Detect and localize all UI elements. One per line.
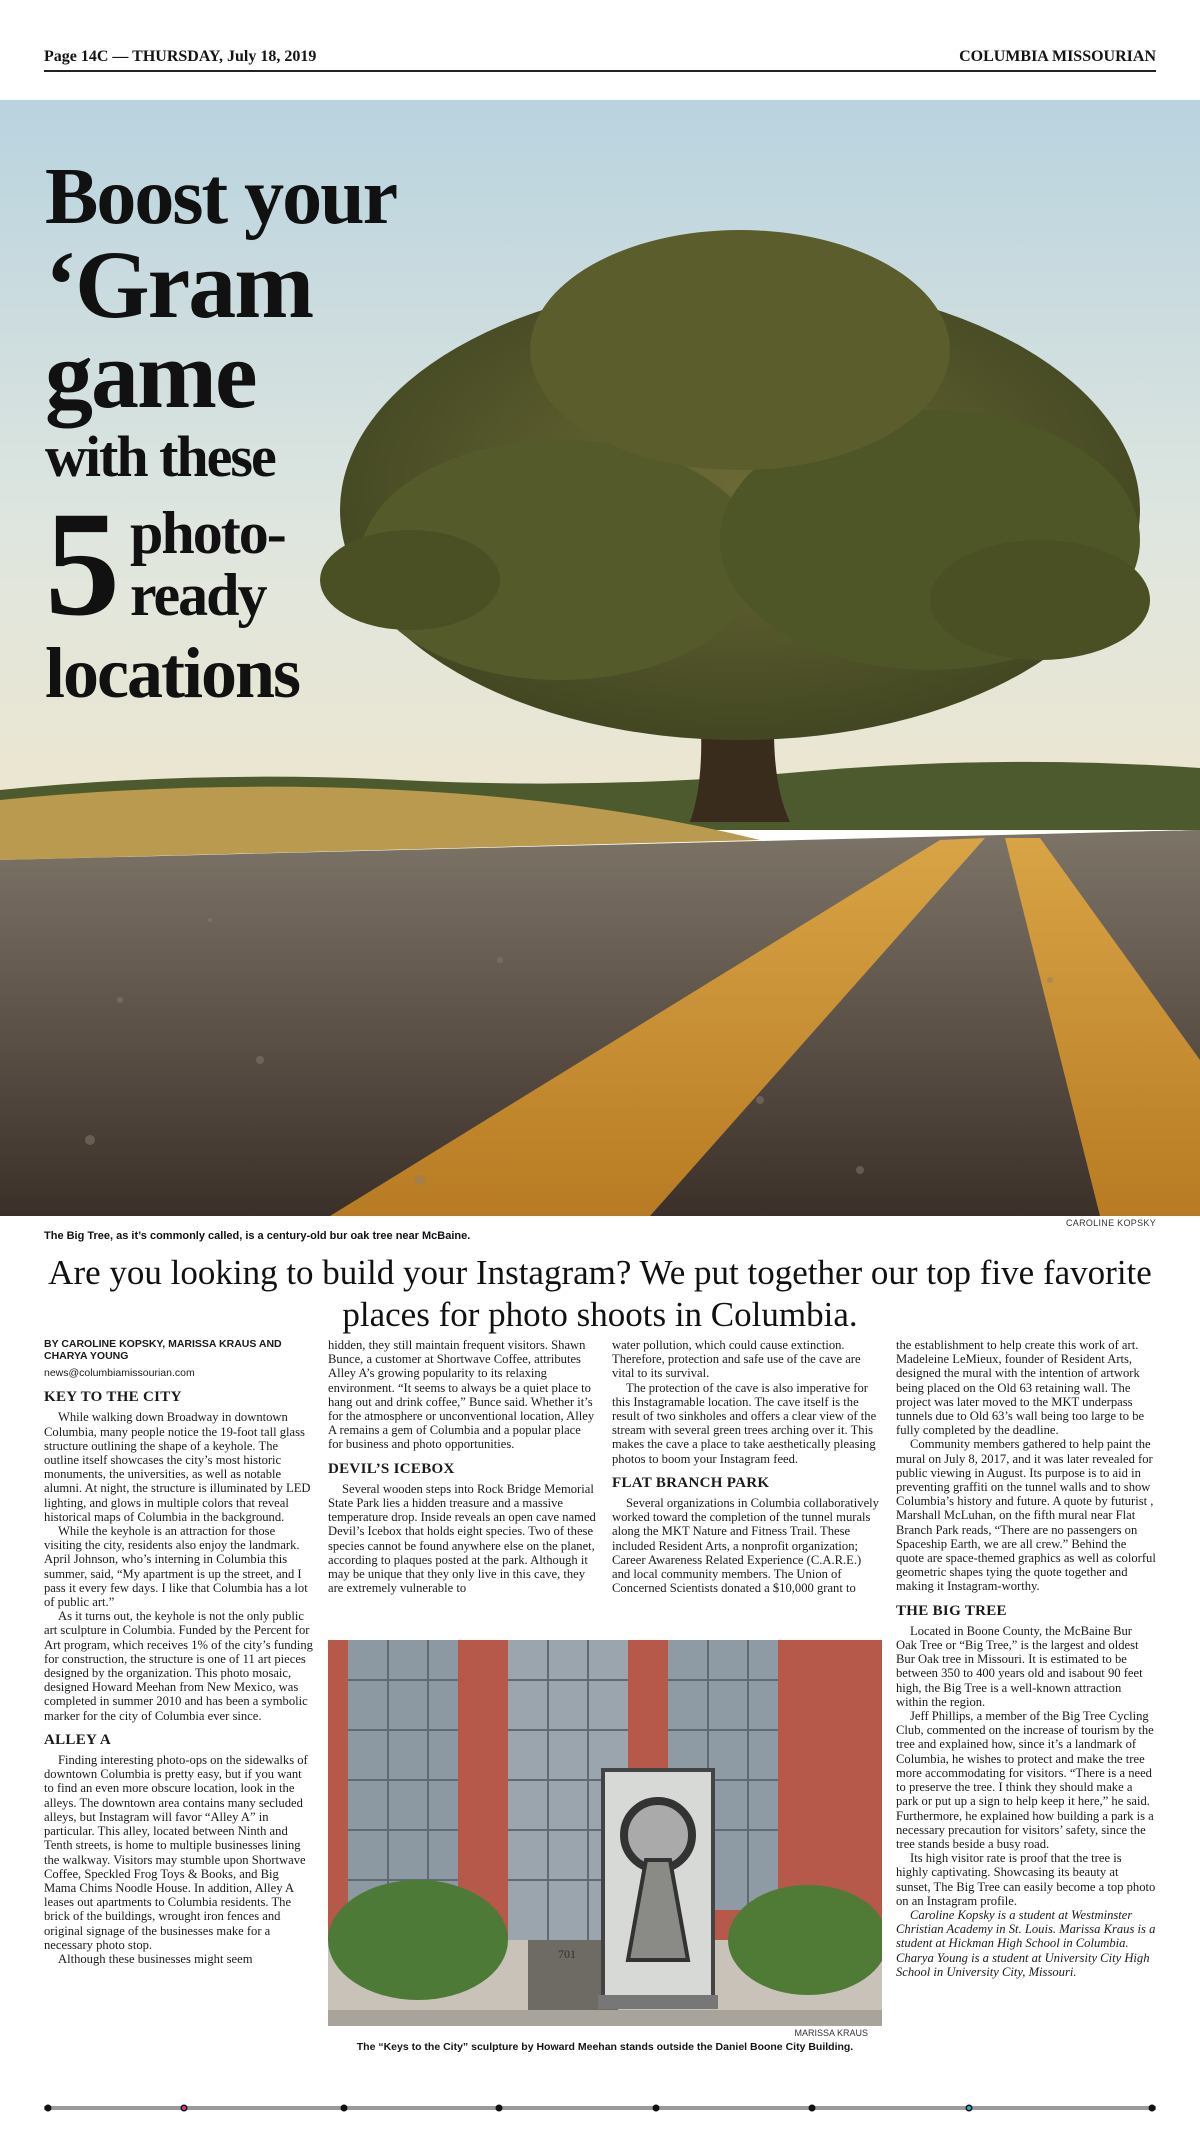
folio-date: Page 14C — THURSDAY, July 18, 2019 [44, 48, 317, 65]
headline-number-block [45, 481, 405, 647]
paragraph: Jeff Phillips, a member of the Big Tree Cycling Club, commented on the increase of tourism by the tree and explained how, since it’s a landmark of Columbia, he wishes to protect and make the tree more accommodating for visitors. “There is a need to preserve the tree. I think they should make a park or put up a sign to help keep it here,” he said. Furthermore, he explained how building a park is a necessary precaution for visitors’ safety, since the tree stands beside a busy road. [896, 1709, 1154, 1851]
footer-registration-bar [44, 2104, 1156, 2112]
paragraph: Several organizations in Columbia collaboratively worked toward the completion of the tunnel murals along the MKT Nature and Fitness Trail. These included Resident Arts, a nonprofit organization; Career Awareness Related Experience (C.A.R.E.) and local community members. The Union of Concerned Scientists donated a $10,000 grant to [612, 1496, 879, 1596]
column-3 [612, 1338, 882, 1595]
column-2 [328, 1338, 598, 1595]
column-1 [44, 1338, 314, 1966]
paragraph: Community members gathered to help paint the mural on July 8, 2017, and it was later revealed for public viewing in August. Its purpose is to aid in preventing graffiti on the tunnel walls and to show Columbia’s history and future. A quote by futurist , Marshall McLuhan, on the fifth mural near Flat Branch Park reads, “There are no passengers on Spaceship Earth, we are all crew.” Behind the quote are space-themed graphics as well as colorful geometric shapes tying the quote together and making it Instagram-worthy. [896, 1437, 1156, 1594]
paragraph: As it turns out, the keyhole is not the only public art sculpture in Columbia. Funded by the Percent for Art program, which receives 1% of the city’s funding for construction, the structure is one of 11 art pieces designed by the organization. This photo mosaic, designed Howard Meehan from New Mexico, was completed in summer 2010 and has been a symbolic marker for the city of Columbia ever since. [44, 1609, 313, 1723]
paragraph: the establishment to help create this work of art. Madeleine LeMieux, founder of Resident Arts, designed the mural with the intention of artwork being placed on the Old 63 retaining wall. The project was later moved to the MKT underpass tunnels due to Old 63’s wall being too large to be fully completed by the deadline. [896, 1338, 1145, 1438]
paragraph: hidden, they still maintain frequent visitors. Shawn Bunce, a customer at Shortwave Coffee, attributes Alley A’s growing popularity to its relaxing environment. “It seems to always be a quiet place to hang out and drink coffee,” Bunce said. Whether it’s for the atmosphere or unconventional location, Alley A remains a gem of Columbia and a popular place for business and photo opportunities. [328, 1338, 595, 1452]
article-body [44, 1338, 1156, 2068]
headline-line-4: with these [45, 424, 275, 489]
hero-photo-caption: The Big Tree, as it’s commonly called, is a century-old bur oak tree near McBaine. [44, 1230, 471, 1242]
paragraph: While the keyhole is an attraction for those visiting the city, residents also enjoy the landmark. April Johnson, who’s interning in Columbia this summer, said, “My apartment is up the street, and I pass it every few days. I like that Columbia has a lot of public art.” [44, 1524, 308, 1610]
byline: BY CAROLINE KOPSKY, MARISSA KRAUS AND CHARYA YOUNG [44, 1338, 282, 1362]
headline [45, 155, 405, 713]
keys-sculpture-photo [328, 1640, 882, 2026]
byline-email[interactable]: news@columbiamissourian.com [44, 1367, 195, 1379]
paragraph: Located in Boone County, the McBaine Bur Oak Tree or “Big Tree,” is the largest and oldest Bur Oak tree in Missouri. It is estimated to be between 350 to 400 years old and isabout 90 feet high, the Big Tree is a well-known attraction within the region. [896, 1623, 1143, 1709]
section-heading-devil: DEVIL’S ICEBOX [328, 1460, 455, 1477]
paragraph: Several wooden steps into Rock Bridge Memorial State Park lies a hidden treasure and a massive temperature drop. Inside reveals an open cave named Devil’s Icebox that holds eight species. Two of these species cannot be found anywhere else on the planet, according to plaques posted at the park. Although it may be unique that they only live in this cave, they are extremely vulnerable to [328, 1481, 596, 1596]
paragraph: While walking down Broadway in downtown Columbia, many people notice the 19-foot tall glass structure outlining the shape of a keyhole. The outline itself showcases the city’s most historic monuments, the universities, as well as notable alumni. At night, the structure is illuminated by LED lighting, and glows in multiple colors that reveal historical maps of Columbia in the background. [44, 1410, 311, 1524]
headline-word-ready: ready [130, 562, 266, 628]
section-heading-alley: ALLEY A [44, 1731, 111, 1748]
headline-number: 5 [45, 481, 118, 647]
paragraph: water pollution, which could cause extinction. Therefore, protection and safe use of the cave are vital to its survival. [612, 1338, 861, 1381]
author-bio: Caroline Kopsky is a student at Westminster Christian Academy in St. Louis. Marissa Kraus is a student at Hickman High School in Columbia. Charya Young is a student at University City High School in University City, Missouri. [896, 1907, 1156, 1979]
building-number: 701 [558, 1947, 576, 1961]
hero-photo-credit: CAROLINE KOPSKY [1065, 1218, 1156, 1228]
headline-line-6: locations [45, 633, 300, 713]
photo2-credit: MARISSA KRAUS [794, 2028, 868, 2038]
dek: Are you looking to build your Instagram? We put together our top five favorite places for photo shoots in Columbia. [48, 1253, 1152, 1334]
paragraph: The protection of the cave is also imperative for this Instagramable location. The cave itself is the result of two sinkholes and offers a clear view of the stream with several green trees arching over it. This makes the cave a place to take aesthetically pleasing photos to boom your Instagram feed. [612, 1380, 877, 1466]
section-heading-flat: FLAT BRANCH PARK [612, 1474, 770, 1491]
section-heading-bigtree: THE BIG TREE [896, 1602, 1007, 1619]
headline-line-3: game [45, 321, 256, 428]
column-4 [896, 1338, 1156, 1979]
keys-sculpture-image [328, 1640, 882, 2026]
headline-word-photo: photo- [130, 500, 285, 566]
section-heading-key: KEY TO THE CITY [44, 1389, 182, 1406]
folio-paper-name: COLUMBIA MISSOURIAN [959, 48, 1156, 65]
paragraph: Its high visitor rate is proof that the tree is highly captivating. Showcasing its beauty at sunset, The Big Tree can easily become a top photo on an Instagram profile. [896, 1851, 1156, 1908]
paragraph: Finding interesting photo-ops on the sidewalks of downtown Columbia is pretty easy, but if you want to find an even more obscure location, look in the alleys. The downtown area contains many secluded alleys, but Instagram will favor “Alley A” in particular. This alley, located between Ninth and Tenth streets, is home to multiple businesses lining the walkway. Visitors may stumble upon Shortwave Coffee, Speckled Frog Toys & Books, and Big Mama Chims Noodle House. In addition, Alley A leases out apartments to Columbia residents. The brick of the buildings, wrought iron fences and original signage of the businesses make for a necessary photo stop. [44, 1753, 308, 1952]
headline-line-2: ‘Gram [45, 231, 313, 338]
photo2-caption: The “Keys to the City” sculpture by Howard Meehan stands outside the Daniel Boone City Building. [356, 2041, 854, 2053]
page-folio [44, 44, 1156, 72]
headline-line-1: Boost your [45, 153, 397, 241]
paragraph: Although these businesses might seem [58, 1951, 253, 1966]
